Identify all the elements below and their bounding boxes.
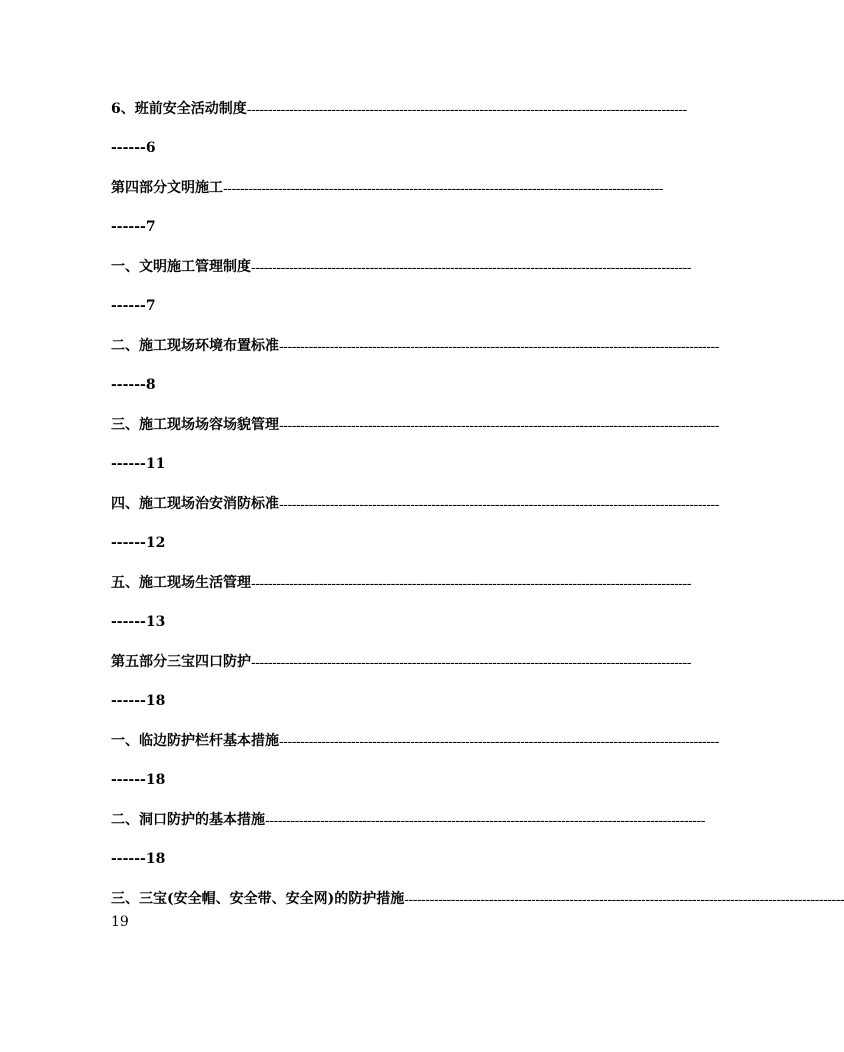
toc-leader-dots: -------------------------------------------------------------------------------------------------------- <box>223 181 663 197</box>
toc-entry-page: ------12 <box>111 535 166 551</box>
toc-entry-title: 三、三宝(安全帽、安全带、安全网)的防护措施 <box>111 891 405 907</box>
toc-entry[interactable] <box>111 487 719 551</box>
toc-leader-dots: -------------------------------------------------------------------------------------------------------- <box>279 418 719 434</box>
toc-entry[interactable] <box>111 803 705 867</box>
toc-entry-title: 二、施工现场环境布置标准 <box>111 338 279 354</box>
toc-leader-dots: -------------------------------------------------------------------------------------------------------- <box>279 497 719 513</box>
toc-entry-title: 四、施工现场治安消防标准 <box>111 496 279 512</box>
toc-entry-title: 6、班前安全活动制度 <box>111 101 247 117</box>
toc-entry[interactable] <box>111 724 719 788</box>
toc-entry[interactable] <box>111 882 844 908</box>
toc-entry-title: 一、临边防护栏杆基本措施 <box>111 733 279 749</box>
toc-entry-page: ------18 <box>111 693 166 709</box>
toc-entry-title: 二、洞口防护的基本措施 <box>111 812 265 828</box>
toc-entry[interactable] <box>111 92 687 156</box>
toc-entry-title: 五、施工现场生活管理 <box>111 575 251 591</box>
toc-leader-dots: -------------------------------------------------------------------------------------------------------- <box>279 339 719 355</box>
toc-entry[interactable] <box>111 250 691 314</box>
toc-leader-dots: -------------------------------------------------------------------------------------------------------- <box>404 892 844 908</box>
toc-entry[interactable] <box>111 566 691 630</box>
toc-leader-dots: -------------------------------------------------------------------------------------------------------- <box>265 813 705 829</box>
toc-leader-dots: -------------------------------------------------------------------------------------------------------- <box>246 102 687 118</box>
toc-leader-dots: -------------------------------------------------------------------------------------------------------- <box>279 734 719 750</box>
toc-entry-title: 一、文明施工管理制度 <box>111 259 251 275</box>
toc-entry-page: ------7 <box>111 298 156 314</box>
toc-entry[interactable] <box>111 171 663 235</box>
toc-entry-page: ------7 <box>111 219 156 235</box>
toc-entry-page: ------18 <box>111 772 166 788</box>
toc-entry[interactable] <box>111 645 691 709</box>
toc-entry-page: ------13 <box>111 614 166 630</box>
toc-leader-dots: -------------------------------------------------------------------------------------------------------- <box>251 576 691 592</box>
toc-leader-dots: -------------------------------------------------------------------------------------------------------- <box>251 655 691 671</box>
toc-entry-title: 三、施工现场场容场貌管理 <box>111 417 279 433</box>
toc-entry-page: ------11 <box>111 456 166 472</box>
toc-entry-title: 第四部分文明施工 <box>111 180 223 196</box>
toc-entry-title: 第五部分三宝四口防护 <box>111 654 251 670</box>
toc-entry-page: ------6 <box>111 140 156 156</box>
toc-entry[interactable] <box>111 329 719 393</box>
table-of-contents <box>111 92 844 908</box>
toc-entry-page: 19 <box>111 914 129 930</box>
toc-entry-page: ------8 <box>111 377 156 393</box>
toc-leader-dots: -------------------------------------------------------------------------------------------------------- <box>251 260 691 276</box>
toc-entry[interactable] <box>111 408 719 472</box>
toc-entry-page: ------18 <box>111 851 166 867</box>
